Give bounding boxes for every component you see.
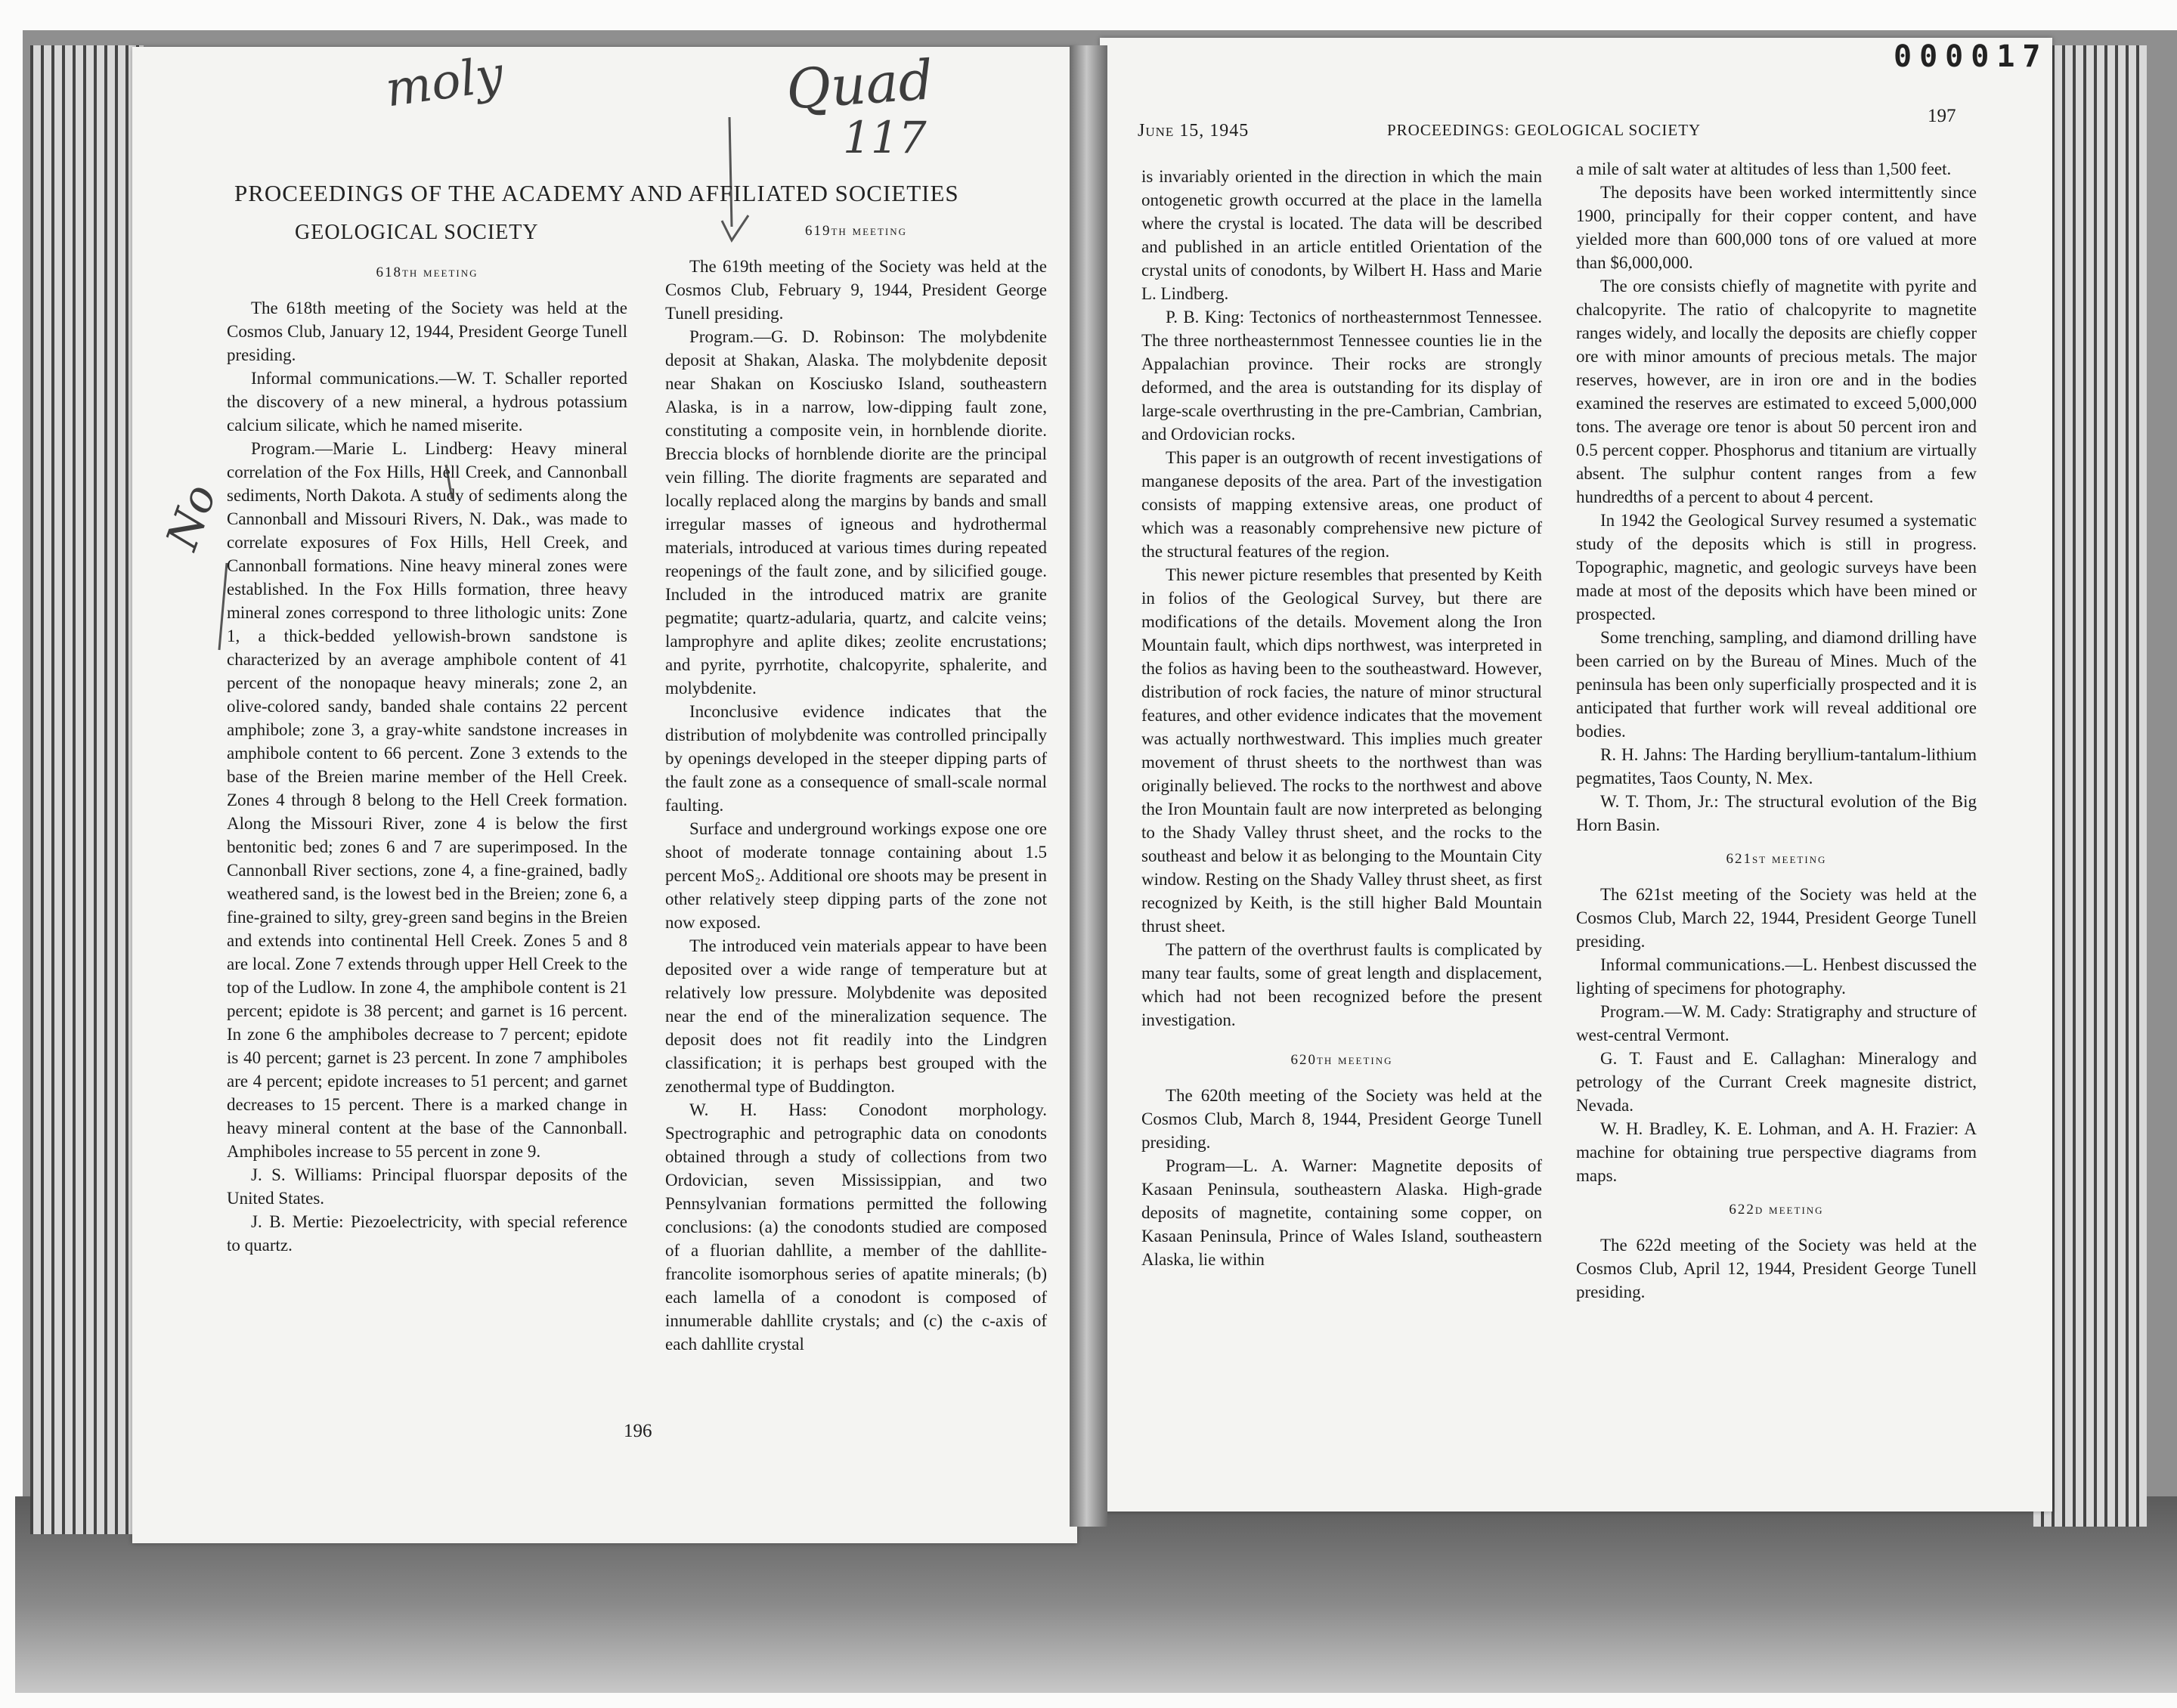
document-number: 000017 [1894,39,2048,74]
paragraph: J. B. Mertie: Piezoelectricity, with special reference to quartz. [227,1212,627,1255]
paragraph: J. S. Williams: Principal fluorspar deposits of the United States. [227,1165,627,1208]
paragraph: In 1942 the Geological Survey resumed a systematic study of the deposits which is still in progress. Topographic, magnetic, and geologic surveys have been made at most of the deposits which have been mined or prospected. [1576,511,1977,623]
paragraph: Informal communications.—L. Henbest discussed the lighting of specimens for photography. [1576,955,1977,998]
handwritten-margin-note: No [156,478,227,556]
left-column-1 [227,261,627,1257]
meeting-heading: 622d meeting [1729,1202,1824,1218]
paragraph: G. T. Faust and E. Callaghan: Mineralogy and petrology of the Currant Creek magnesite district, Nevada. [1576,1049,1977,1115]
meeting-heading: 621st meeting [1726,851,1827,867]
main-title: PROCEEDINGS OF THE ACADEMY AND AFFILIATED SOCIETIES [234,180,959,206]
society-heading: GEOLOGICAL SOCIETY [295,221,539,244]
paragraph: This paper is an outgrowth of recent investigations of manganese deposits of the area. Part of the investigation consists of mapping extensive areas, one product of which was a reasonably comprehensive new picture of the structural features of the region. [1141,448,1542,561]
paragraph: W. H. Bradley, K. E. Lohman, and A. H. Frazier: A machine for obtaining true perspective diagrams from maps. [1576,1119,1977,1185]
handwritten-quad: Quad [784,48,936,122]
paragraph: This newer picture resembles that presented by Keith in folios of the Geological Survey, but there are modifications of the details. Movement along the Iron Mountain fault, which dips northwest, was interpreted in the folios as having been to the southeastward. However, distribution of rock facies, the nature of minor structural features, and other evidence indicates that the movement was actually northwestward. This implies much greater movement of thrust sheets to the northwest than was originally believed. The rocks to the northwest and above the Iron Mountain fault are now interpreted as belonging to the Shady Valley thrust sheet, and the rocks to the southeast and below it as belonging to the Mountain City window. Resting on the Shady Valley thrust sheet, as first recognized by Keith, is the still higher Bald Mountain thrust sheet. [1141,565,1542,936]
right-column-1 [1141,165,1542,1271]
page-number-right: 197 [1928,106,1956,126]
paragraph: The 622d meeting of the Society was held at the Cosmos Club, April 12, 1944, President George Tunell presiding. [1576,1236,1977,1301]
paragraph: Program.—G. D. Robinson: The molybdenite deposit at Shakan, Alaska. The molybdenite deposit near Shakan on Kosciusko Island, southeastern Alaska, is in a narrow, low-dipping fault zone, constituting a composite vein, in hornblende diorite. Breccia blocks of hornblende diorite are the principal vein filling. The diorite fragments are separated and locally replaced along the margins by bands and small irregular masses of igneous and hydrothermal materials, introduced at various times during repeated reopenings of the fault zone, and by silicified gouge. Included in the introduced matrix are granite pegmatite; quartz-adularia, quartz, and calcite veins; lamprophyre and aplite dikes; zeolite encrustations; and pyrite, pyrrhotite, chalcopyrite, sphalerite, and molybdenite. [665,327,1047,698]
paragraph: The deposits have been worked intermittently since 1900, principally for their copper content, and have yielded more than 600,000 tons of ore valued at more than $6,000,000. [1576,183,1977,272]
paragraph: The ore consists chiefly of magnetite with pyrite and chalcopyrite. The ratio of chalcopyrite to magnetite ranges widely, and locally the deposits are chiefly copper ore with minor amounts of precious metals. The major reserves, however, are in iron ore and in the bodies examined the reserves are estimated to exceed 5,000,000 tons. The average ore tenor is about 50 percent iron and 0.5 percent copper. Phosphorus and titanium are virtually absent. The sulphur content ranges from a few hundredths of a percent to about 4 percent. [1576,277,1977,506]
paragraph: The pattern of the overthrust faults is complicated by many tear faults, some of great length and displacement, which had not been recognized before the present investigation. [1141,940,1542,1029]
handwritten-number: 117 [843,112,927,163]
running-head: PROCEEDINGS: GEOLOGICAL SOCIETY [1387,121,1702,139]
paragraph: R. H. Jahns: The Harding beryllium-tantalum-lithium pegmatites, Taos County, N. Mex. [1576,745,1977,787]
paragraph: The 619th meeting of the Society was held at the Cosmos Club, February 9, 1944, President George Tunell presiding. [665,257,1047,323]
paragraph: The introduced vein materials appear to have been deposited over a wide range of temperature but at relatively low pressure. Molybdenite was deposited near the end of the mineralization sequence. The deposit does not fit readily into the Lindgren classification; it is perhaps best grouped with the zenothermal type of Buddington. [665,936,1047,1096]
page-number-left: 196 [624,1421,652,1441]
handwritten-moly: moly [382,46,507,119]
paragraph: is invariably oriented in the direction in which the main ontogenetic growth occurred at the place in the lamella where the crystal is located. The data will be described and published in an article entitled Orientation of the crystal units of conodonts, by Wilbert H. Hass and Marie L. Lindberg. [1141,167,1542,303]
paragraph: Informal communications.—W. T. Schaller reported the discovery of a new mineral, a hydrous potassium calcium silicate, which he named miserite. [227,369,627,435]
paragraph: Surface and underground workings expose one ore shoot of moderate tonnage containing about 1.5 percent MoS₂. Additional ore shoots may be present in other relatively steep dipping parts of the zone not now exposed. [665,819,1047,932]
paragraph: Some trenching, sampling, and diamond drilling have been carried on by the Bureau of Mines. Much of the peninsula has been only superficially prospected and it is anticipated that further work will reveal additional ore bodies. [1576,628,1977,741]
paragraph: Program—L. A. Warner: Magnetite deposits of Kasaan Peninsula, southeastern Alaska. High-grade deposits of magnetite, containing some copper, on Kasaan Peninsula, Prince of Wales Island, southeastern Alaska, lie within [1141,1156,1542,1269]
paragraph: a mile of salt water at altitudes of less than 1,500 feet. [1576,159,1952,178]
paragraph: Inconclusive evidence indicates that the distribution of molybdenite was controlled principally by openings developed in the steeper dipping parts of the fault zone as a consequence of small-scale normal faulting. [665,702,1047,815]
meeting-heading: 620th meeting [1290,1052,1393,1068]
paragraph: W. H. Hass: Conodont morphology. Spectrographic and petrographic data on conodonts obtained through a study of collections from two Ordovician, seven Mississippian, and two Pennsylvanian formations permitted the following conclusions: (a) the conodonts studied are composed of a fluorian dahllite, a member of the dahllite-francolite isomorphous series of apatite minerals; (b) each lamella of a conodont is composed of innumerable dahllite crystals; and (c) the c-axis of each dahllite crystal [665,1100,1047,1354]
paragraph: The 620th meeting of the Society was held at the Cosmos Club, March 8, 1944, President George Tunell presiding. [1141,1086,1542,1152]
paragraph: The 621st meeting of the Society was held at the Cosmos Club, March 22, 1944, President George Tunell presiding. [1576,885,1977,951]
paragraph: W. T. Thom, Jr.: The structural evolution of the Big Horn Basin. [1576,792,1977,834]
right-column-2 [1576,157,1977,1304]
paragraph: Program.—Marie L. Lindberg: Heavy mineral correlation of the Fox Hills, Hell Creek, and Cannonball sediments, North Dakota. A study of sediments along the Cannonball and Missouri Rivers, N. Dak., was made to correlate exposures of Fox Hills, Hell Creek, and Cannonball formations. Nine heavy mineral zones were established. In the Fox Hills formation, three heavy mineral zones correspond to three lithologic units: Zone 1, a thick-bedded yellowish-brown sandstone is characterized by an average amphibole content of 41 percent of the nonopaque heavy minerals; zone 2, an olive-colored sandy, banded shale contains 22 percent amphibole; zone 3, a gray-white sandstone increases in amphibole content to 66 percent. Zone 3 extends to the base of the Breien marine member of the Hell Creek. Zones 4 through 8 belong to the Hell Creek formation. Along the Missouri River, zone 4 is below the first bentonitic bed; zones 6 and 7 are superimposed. In the Cannonball River sections, zone 4, a fine-grained, badly weathered sand, is the lowest bed in the Breien; zone 6, a fine-grained to silty, grey-green sand begins in the Breien and extends into continental Hell Creek. Zones 5 and 8 are local. Zone 7 extends through upper Hell Creek to the top of the Ludlow. In zone 4, the amphibole content is 21 percent; epidote is 38 percent; and garnet is 16 percent. In zone 6 the amphiboles decrease to 7 percent; epidote is 40 percent; garnet is 23 percent. In zone 7 amphiboles are 4 percent; epidote increases to 51 percent; and garnet decreases to 15 percent. There is a marked change in heavy mineral content at the base of the Cannonball. Amphiboles increase to 55 percent in zone 9. [227,439,627,1161]
meeting-heading: 618th meeting [376,265,478,280]
running-date: June 15, 1945 [1138,121,1250,141]
meeting-heading: 619th meeting [804,223,908,239]
paragraph: The 618th meeting of the Society was held at the Cosmos Club, January 12, 1944, President George Tunell presiding. [227,299,627,364]
paragraph: Program.—W. M. Cady: Stratigraphy and structure of west-central Vermont. [1576,1002,1977,1044]
left-column-2 [665,219,1047,1356]
paragraph: P. B. King: Tectonics of northeasternmost Tennessee. The three northeasternmost Tennessee counties lie in the Appalachian province. Their rocks are strongly deformed, and the area is outstanding for its display of large-scale overthrusting in the pre-Cambrian, Cambrian, and Ordovician rocks. [1141,308,1542,444]
